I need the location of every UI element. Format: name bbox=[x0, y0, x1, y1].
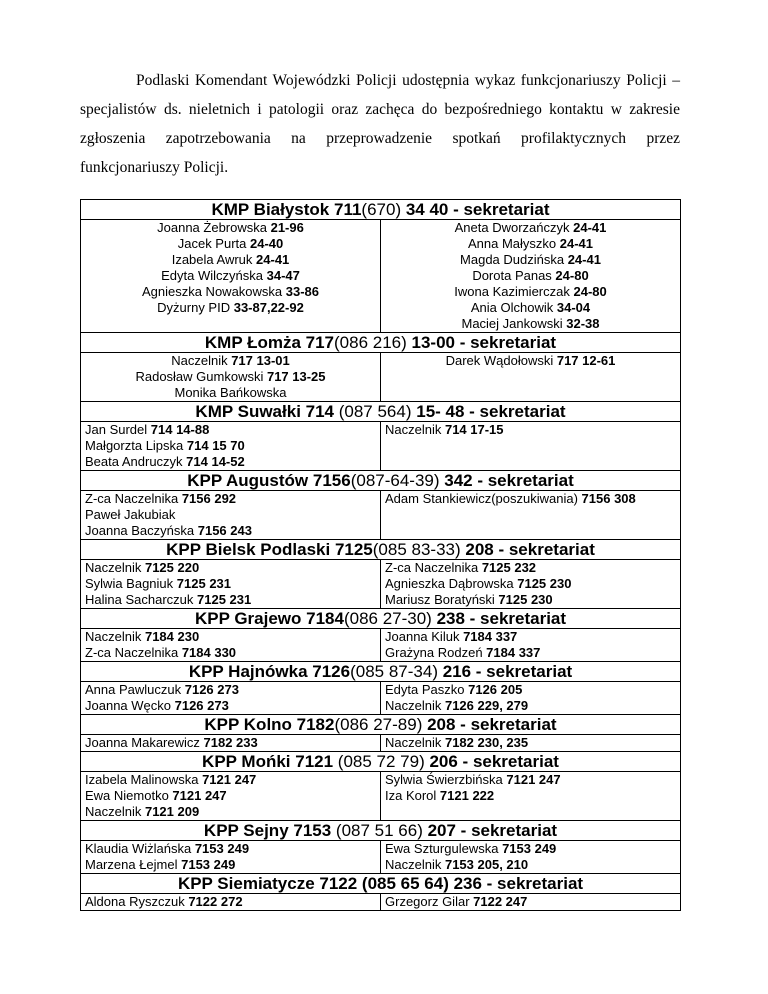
contact-entry bbox=[385, 629, 676, 645]
contact-name: Mariusz Boratyński bbox=[385, 592, 499, 607]
contact-entry bbox=[85, 645, 376, 661]
contact-name: Sylwia Bagniuk bbox=[85, 576, 177, 591]
contact-entry bbox=[85, 252, 376, 268]
unit-header bbox=[81, 540, 681, 560]
contact-phone: 34-04 bbox=[556, 300, 591, 315]
contact-entry bbox=[385, 236, 676, 252]
contacts-column-right bbox=[381, 560, 681, 609]
unit-contacts-row bbox=[81, 220, 681, 333]
unit-header-part-c: 13-00 - sekretariat bbox=[406, 333, 557, 352]
unit-header-part-a: KPP Mońki 7121 bbox=[202, 752, 338, 771]
contact-name: Dorota Panas bbox=[472, 268, 556, 283]
contact-phone: 7121 247 bbox=[506, 772, 561, 787]
unit-header bbox=[81, 752, 681, 772]
contact-name: Z-ca Naczelnika bbox=[85, 491, 182, 506]
contact-entry bbox=[85, 788, 376, 804]
contact-phone: 24-80 bbox=[573, 284, 607, 299]
contact-phone: 24-41 bbox=[573, 220, 607, 235]
unit-header-row bbox=[81, 333, 681, 353]
contact-phone: 7153 249 bbox=[502, 841, 557, 856]
contact-phone: 714 14-52 bbox=[186, 454, 245, 469]
contact-name: Aldona Ryszczuk bbox=[85, 894, 189, 909]
contact-entry bbox=[385, 645, 676, 661]
contact-phone: 7121 247 bbox=[202, 772, 257, 787]
contact-name: Joanna Makarewicz bbox=[85, 735, 204, 750]
unit-contacts-row bbox=[81, 735, 681, 752]
unit-header-row bbox=[81, 402, 681, 422]
contact-phone: 7184 337 bbox=[486, 645, 541, 660]
contact-name: Izabela Malinowska bbox=[85, 772, 203, 787]
contact-phone: 24-41 bbox=[567, 252, 601, 267]
unit-header bbox=[81, 402, 681, 422]
contact-phone: 7121 247 bbox=[172, 788, 227, 803]
contact-entry bbox=[385, 353, 676, 369]
unit-header-part-b: (087 51 66) bbox=[335, 821, 423, 840]
contact-phone: 32-38 bbox=[566, 316, 600, 331]
contact-phone: 7156 243 bbox=[197, 523, 252, 538]
contact-entry bbox=[385, 300, 676, 316]
unit-header-part-c: 342 - sekretariat bbox=[439, 471, 574, 490]
contact-entry bbox=[85, 284, 376, 300]
contact-entry bbox=[385, 698, 676, 714]
contact-name: Ania Olchowik bbox=[470, 300, 557, 315]
unit-header-part-a: KPP Grajewo 7184 bbox=[194, 609, 344, 628]
contact-phone: 717 12-61 bbox=[556, 353, 616, 368]
contact-name: Naczelnik bbox=[385, 698, 445, 713]
contact-entry bbox=[385, 592, 676, 608]
contact-name: Jan Surdel bbox=[85, 422, 151, 437]
unit-header-row bbox=[81, 715, 681, 735]
contact-entry bbox=[85, 369, 376, 385]
unit-header bbox=[81, 609, 681, 629]
contacts-column-left bbox=[81, 220, 381, 333]
contact-entry bbox=[385, 788, 676, 804]
contact-entry bbox=[385, 560, 676, 576]
contact-phone: 7153 249 bbox=[194, 841, 250, 856]
contact-name: Joanna Kiluk bbox=[385, 629, 464, 644]
contact-name: Marzena Łejmel bbox=[85, 857, 182, 872]
contact-entry bbox=[85, 454, 376, 470]
contact-entry bbox=[385, 252, 676, 268]
contact-entry bbox=[85, 841, 376, 857]
contact-entry bbox=[385, 220, 676, 236]
contact-entry bbox=[85, 629, 376, 645]
contact-phone: 7153 205, 210 bbox=[444, 857, 529, 872]
contact-name: Joanna Żebrowska bbox=[157, 220, 271, 235]
unit-header-part-b: (086 216) bbox=[334, 333, 407, 352]
unit-header-part-a: KPP Bielsk Podlaski 7125 bbox=[166, 540, 373, 559]
contact-name: Naczelnik bbox=[85, 629, 145, 644]
contact-entry bbox=[85, 220, 376, 236]
contact-name: Agnieszka Dąbrowska bbox=[385, 576, 518, 591]
unit-header-part-c: 238 - sekretariat bbox=[431, 609, 567, 628]
contact-phone: 7156 308 bbox=[581, 491, 636, 506]
contacts-column-left bbox=[81, 772, 381, 821]
unit-header bbox=[81, 874, 681, 894]
contacts-column-right bbox=[381, 682, 681, 715]
contact-name: Radosław Gumkowski bbox=[135, 369, 267, 384]
contacts-column-left bbox=[81, 894, 381, 911]
contact-entry bbox=[385, 284, 676, 300]
contact-entry bbox=[85, 268, 376, 284]
unit-header-part-b: (085 87-34) bbox=[350, 662, 438, 681]
contact-name: Edyta Paszko bbox=[385, 682, 469, 697]
unit-header bbox=[81, 200, 681, 220]
contact-entry bbox=[385, 857, 676, 873]
contact-phone: 714 17-15 bbox=[444, 422, 504, 437]
contact-phone: 7126 273 bbox=[184, 682, 239, 697]
unit-header-part-b: (085 72 79) bbox=[337, 752, 425, 771]
contact-phone: 21-96 bbox=[270, 220, 304, 235]
contact-phone: 7182 230, 235 bbox=[444, 735, 529, 750]
contact-entry bbox=[85, 576, 376, 592]
unit-header-part-b: (086 27-30) bbox=[343, 609, 432, 628]
unit-contacts-row bbox=[81, 491, 681, 540]
contact-phone: 24-41 bbox=[256, 252, 290, 267]
unit-header-part-c: 206 - sekretariat bbox=[424, 752, 559, 771]
unit-contacts-row bbox=[81, 353, 681, 402]
unit-header-part-a: KMP Łomża 717 bbox=[204, 333, 334, 352]
contact-name: Beata Andruczyk bbox=[85, 454, 187, 469]
contacts-column-left bbox=[81, 841, 381, 874]
unit-header-part-c: 15- 48 - sekretariat bbox=[411, 402, 566, 421]
contact-name: Naczelnik bbox=[85, 804, 145, 819]
contact-entry bbox=[85, 857, 376, 873]
contact-entry bbox=[85, 353, 376, 369]
contact-name: Sylwia Świerzbińska bbox=[385, 772, 507, 787]
unit-header bbox=[81, 662, 681, 682]
contacts-table bbox=[80, 199, 681, 911]
unit-header-part-c: 208 - sekretariat bbox=[422, 715, 557, 734]
unit-header-part-b: (670) bbox=[361, 200, 402, 219]
unit-header-part-a: KMP Białystok 711 bbox=[211, 200, 362, 219]
unit-header-row bbox=[81, 540, 681, 560]
unit-header-part-a: KPP Augustów 7156 bbox=[187, 471, 351, 490]
contact-phone: 717 13-01 bbox=[231, 353, 290, 368]
contacts-column-left bbox=[81, 560, 381, 609]
contact-entry bbox=[85, 894, 376, 910]
unit-header bbox=[81, 715, 681, 735]
contact-entry bbox=[385, 894, 676, 910]
contact-phone: 7126 273 bbox=[174, 698, 229, 713]
unit-header-part-a: KPP Kolno 7182 bbox=[204, 715, 335, 734]
contact-phone: 7156 292 bbox=[181, 491, 237, 506]
contact-name: Anna Małyszko bbox=[467, 236, 560, 251]
contacts-column-left bbox=[81, 682, 381, 715]
contact-entry bbox=[85, 698, 376, 714]
contact-name: Joanna Węcko bbox=[85, 698, 175, 713]
contact-entry bbox=[85, 592, 376, 608]
unit-header-part-c: 207 - sekretariat bbox=[422, 821, 558, 840]
unit-header-part-a: KPP Sejny 7153 bbox=[203, 821, 336, 840]
contact-name: Joanna Baczyńska bbox=[85, 523, 198, 538]
contact-name: Małgorzta Lipska bbox=[85, 438, 187, 453]
unit-contacts-row bbox=[81, 841, 681, 874]
unit-contacts-row bbox=[81, 422, 681, 471]
contacts-column-right bbox=[381, 735, 681, 752]
contacts-column-left bbox=[81, 629, 381, 662]
contact-phone: 7125 231 bbox=[197, 592, 252, 607]
contacts-column-right bbox=[381, 629, 681, 662]
contact-phone: 33-87,22-92 bbox=[233, 300, 304, 315]
contact-entry bbox=[85, 772, 376, 788]
contact-phone: 7125 220 bbox=[144, 560, 200, 575]
contacts-column-left bbox=[81, 491, 381, 540]
contact-entry bbox=[85, 385, 376, 401]
contact-entry bbox=[85, 560, 376, 576]
contact-phone: 7184 230 bbox=[144, 629, 200, 644]
contact-phone: 7122 272 bbox=[188, 894, 243, 909]
contact-name: Naczelnik bbox=[385, 857, 445, 872]
contacts-column-left bbox=[81, 735, 381, 752]
contact-name: Aneta Dworzańczyk bbox=[454, 220, 574, 235]
contact-name: Iwona Kazimierczak bbox=[454, 284, 574, 299]
contact-name: Iza Korol bbox=[385, 788, 440, 803]
contact-name: Maciej Jankowski bbox=[461, 316, 567, 331]
unit-header-row bbox=[81, 821, 681, 841]
contact-entry bbox=[85, 735, 376, 751]
contact-phone: 7182 233 bbox=[203, 735, 258, 750]
unit-contacts-row bbox=[81, 894, 681, 911]
unit-header bbox=[81, 333, 681, 353]
contact-entry bbox=[385, 772, 676, 788]
contact-name: Ewa Szturgulewska bbox=[385, 841, 503, 856]
contact-name: Naczelnik bbox=[385, 422, 445, 437]
contact-entry bbox=[385, 735, 676, 751]
unit-header-row bbox=[81, 662, 681, 682]
contacts-column-right bbox=[381, 894, 681, 911]
contact-name: Naczelnik bbox=[385, 735, 445, 750]
contacts-column-left bbox=[81, 353, 381, 402]
contact-phone: 7125 231 bbox=[176, 576, 232, 591]
contact-name: Dyżurny PID bbox=[157, 300, 234, 315]
contact-name: Darek Wądołowski bbox=[445, 353, 557, 368]
contact-name: Paweł Jakubiak bbox=[85, 507, 176, 522]
unit-header-part-c: 34 40 - sekretariat bbox=[401, 200, 550, 219]
contact-name: Izabela Awruk bbox=[171, 252, 257, 267]
contact-phone: 7126 229, 279 bbox=[444, 698, 529, 713]
contact-name: Z-ca Naczelnika bbox=[385, 560, 482, 575]
contacts-column-left bbox=[81, 422, 381, 471]
contact-entry bbox=[385, 422, 676, 438]
contacts-column-right bbox=[381, 491, 681, 540]
unit-contacts-row bbox=[81, 629, 681, 662]
unit-header-part-b: (087 564) bbox=[338, 402, 412, 421]
contact-phone: 24-40 bbox=[250, 236, 284, 251]
unit-header-row bbox=[81, 609, 681, 629]
contact-phone: 7126 205 bbox=[468, 682, 523, 697]
contact-name: Agnieszka Nowakowska bbox=[141, 284, 286, 299]
contact-entry bbox=[85, 438, 376, 454]
contact-phone: 7125 230 bbox=[498, 592, 553, 607]
contact-entry bbox=[85, 523, 376, 539]
contact-name: Anna Pawluczuk bbox=[85, 682, 185, 697]
intro-paragraph: Podlaski Komendant Wojewódzki Policji udostępnia wykaz funkcjonariuszy Policji – specjalistów ds. nieletnich i patologii oraz zachęca do bezpośredniego kontaktu w zakresie zgłoszenia zapotrzebowania na przeprowadzenie spotkań profilaktycznych przez funkcjonariuszy Policji. bbox=[80, 72, 680, 176]
unit-header-part-b: (085 83-33) bbox=[372, 540, 461, 559]
contact-entry bbox=[385, 268, 676, 284]
contact-entry bbox=[385, 491, 676, 507]
unit-header-part-b: (087-64-39) bbox=[350, 471, 440, 490]
contact-phone: 7125 232 bbox=[481, 560, 537, 575]
contact-name: Magda Dudzińska bbox=[460, 252, 568, 267]
contact-phone: 714 15 70 bbox=[186, 438, 245, 453]
contacts-column-right bbox=[381, 422, 681, 471]
unit-header bbox=[81, 821, 681, 841]
contact-name: Naczelnik bbox=[85, 560, 145, 575]
contacts-column-right bbox=[381, 220, 681, 333]
unit-header-row bbox=[81, 200, 681, 220]
contact-entry bbox=[385, 316, 676, 332]
unit-header bbox=[81, 471, 681, 491]
contact-phone: 7125 230 bbox=[517, 576, 572, 591]
contact-name: Ewa Niemotko bbox=[85, 788, 173, 803]
unit-header-row bbox=[81, 471, 681, 491]
contact-entry bbox=[385, 682, 676, 698]
contact-name: Naczelnik bbox=[171, 353, 232, 368]
contact-phone: 24-80 bbox=[555, 268, 589, 283]
unit-header-row bbox=[81, 752, 681, 772]
contact-phone: 717 13-25 bbox=[266, 369, 326, 384]
unit-contacts-row bbox=[81, 682, 681, 715]
contact-phone: 34-47 bbox=[266, 268, 300, 283]
contact-name: Edyta Wilczyńska bbox=[161, 268, 267, 283]
contact-name: Grażyna Rodzeń bbox=[385, 645, 487, 660]
contacts-column-right bbox=[381, 772, 681, 821]
contact-phone: 7184 337 bbox=[463, 629, 518, 644]
contact-name: Halina Sacharczuk bbox=[85, 592, 197, 607]
contact-name: Klaudia Wiżlańska bbox=[85, 841, 195, 856]
contact-entry bbox=[85, 236, 376, 252]
contact-entry bbox=[385, 576, 676, 592]
unit-contacts-row bbox=[81, 772, 681, 821]
unit-header-part-c: 208 - sekretariat bbox=[460, 540, 595, 559]
unit-header-part-b: (086 27-89) bbox=[334, 715, 423, 734]
contact-entry bbox=[85, 507, 376, 523]
unit-header-part-c: 216 - sekretariat bbox=[437, 662, 573, 681]
contact-name: Monika Bańkowska bbox=[174, 385, 287, 400]
contact-name: Grzegorz Gilar bbox=[385, 894, 474, 909]
contact-phone: 33-86 bbox=[285, 284, 320, 299]
contacts-column-right bbox=[381, 353, 681, 402]
contact-phone: 7153 249 bbox=[181, 857, 236, 872]
contact-phone: 714 14-88 bbox=[150, 422, 210, 437]
contact-phone: 7184 330 bbox=[181, 645, 237, 660]
contact-phone: 24-41 bbox=[559, 236, 593, 251]
contact-phone: 7121 222 bbox=[439, 788, 495, 803]
contact-name: Z-ca Naczelnika bbox=[85, 645, 182, 660]
contacts-body bbox=[81, 200, 681, 911]
unit-header-part-a: KPP Siemiatycze 7122 (085 65 64) 236 - sekretariat bbox=[177, 874, 584, 893]
contact-name: Jacek Purta bbox=[177, 236, 250, 251]
contacts-column-right bbox=[381, 841, 681, 874]
contact-entry bbox=[85, 682, 376, 698]
contact-name: Adam Stankiewicz(poszukiwania) bbox=[385, 491, 582, 506]
contact-phone: 7121 209 bbox=[144, 804, 200, 819]
contact-entry bbox=[85, 422, 376, 438]
contact-entry bbox=[385, 841, 676, 857]
unit-header-part-a: KPP Hajnówka 7126 bbox=[188, 662, 351, 681]
intro-text bbox=[80, 66, 680, 182]
contact-entry bbox=[85, 804, 376, 820]
contact-phone: 7122 247 bbox=[473, 894, 528, 909]
contact-entry bbox=[85, 491, 376, 507]
contact-entry bbox=[85, 300, 376, 316]
unit-contacts-row bbox=[81, 560, 681, 609]
unit-header-part-a: KMP Suwałki 714 bbox=[195, 402, 339, 421]
unit-header-row bbox=[81, 874, 681, 894]
